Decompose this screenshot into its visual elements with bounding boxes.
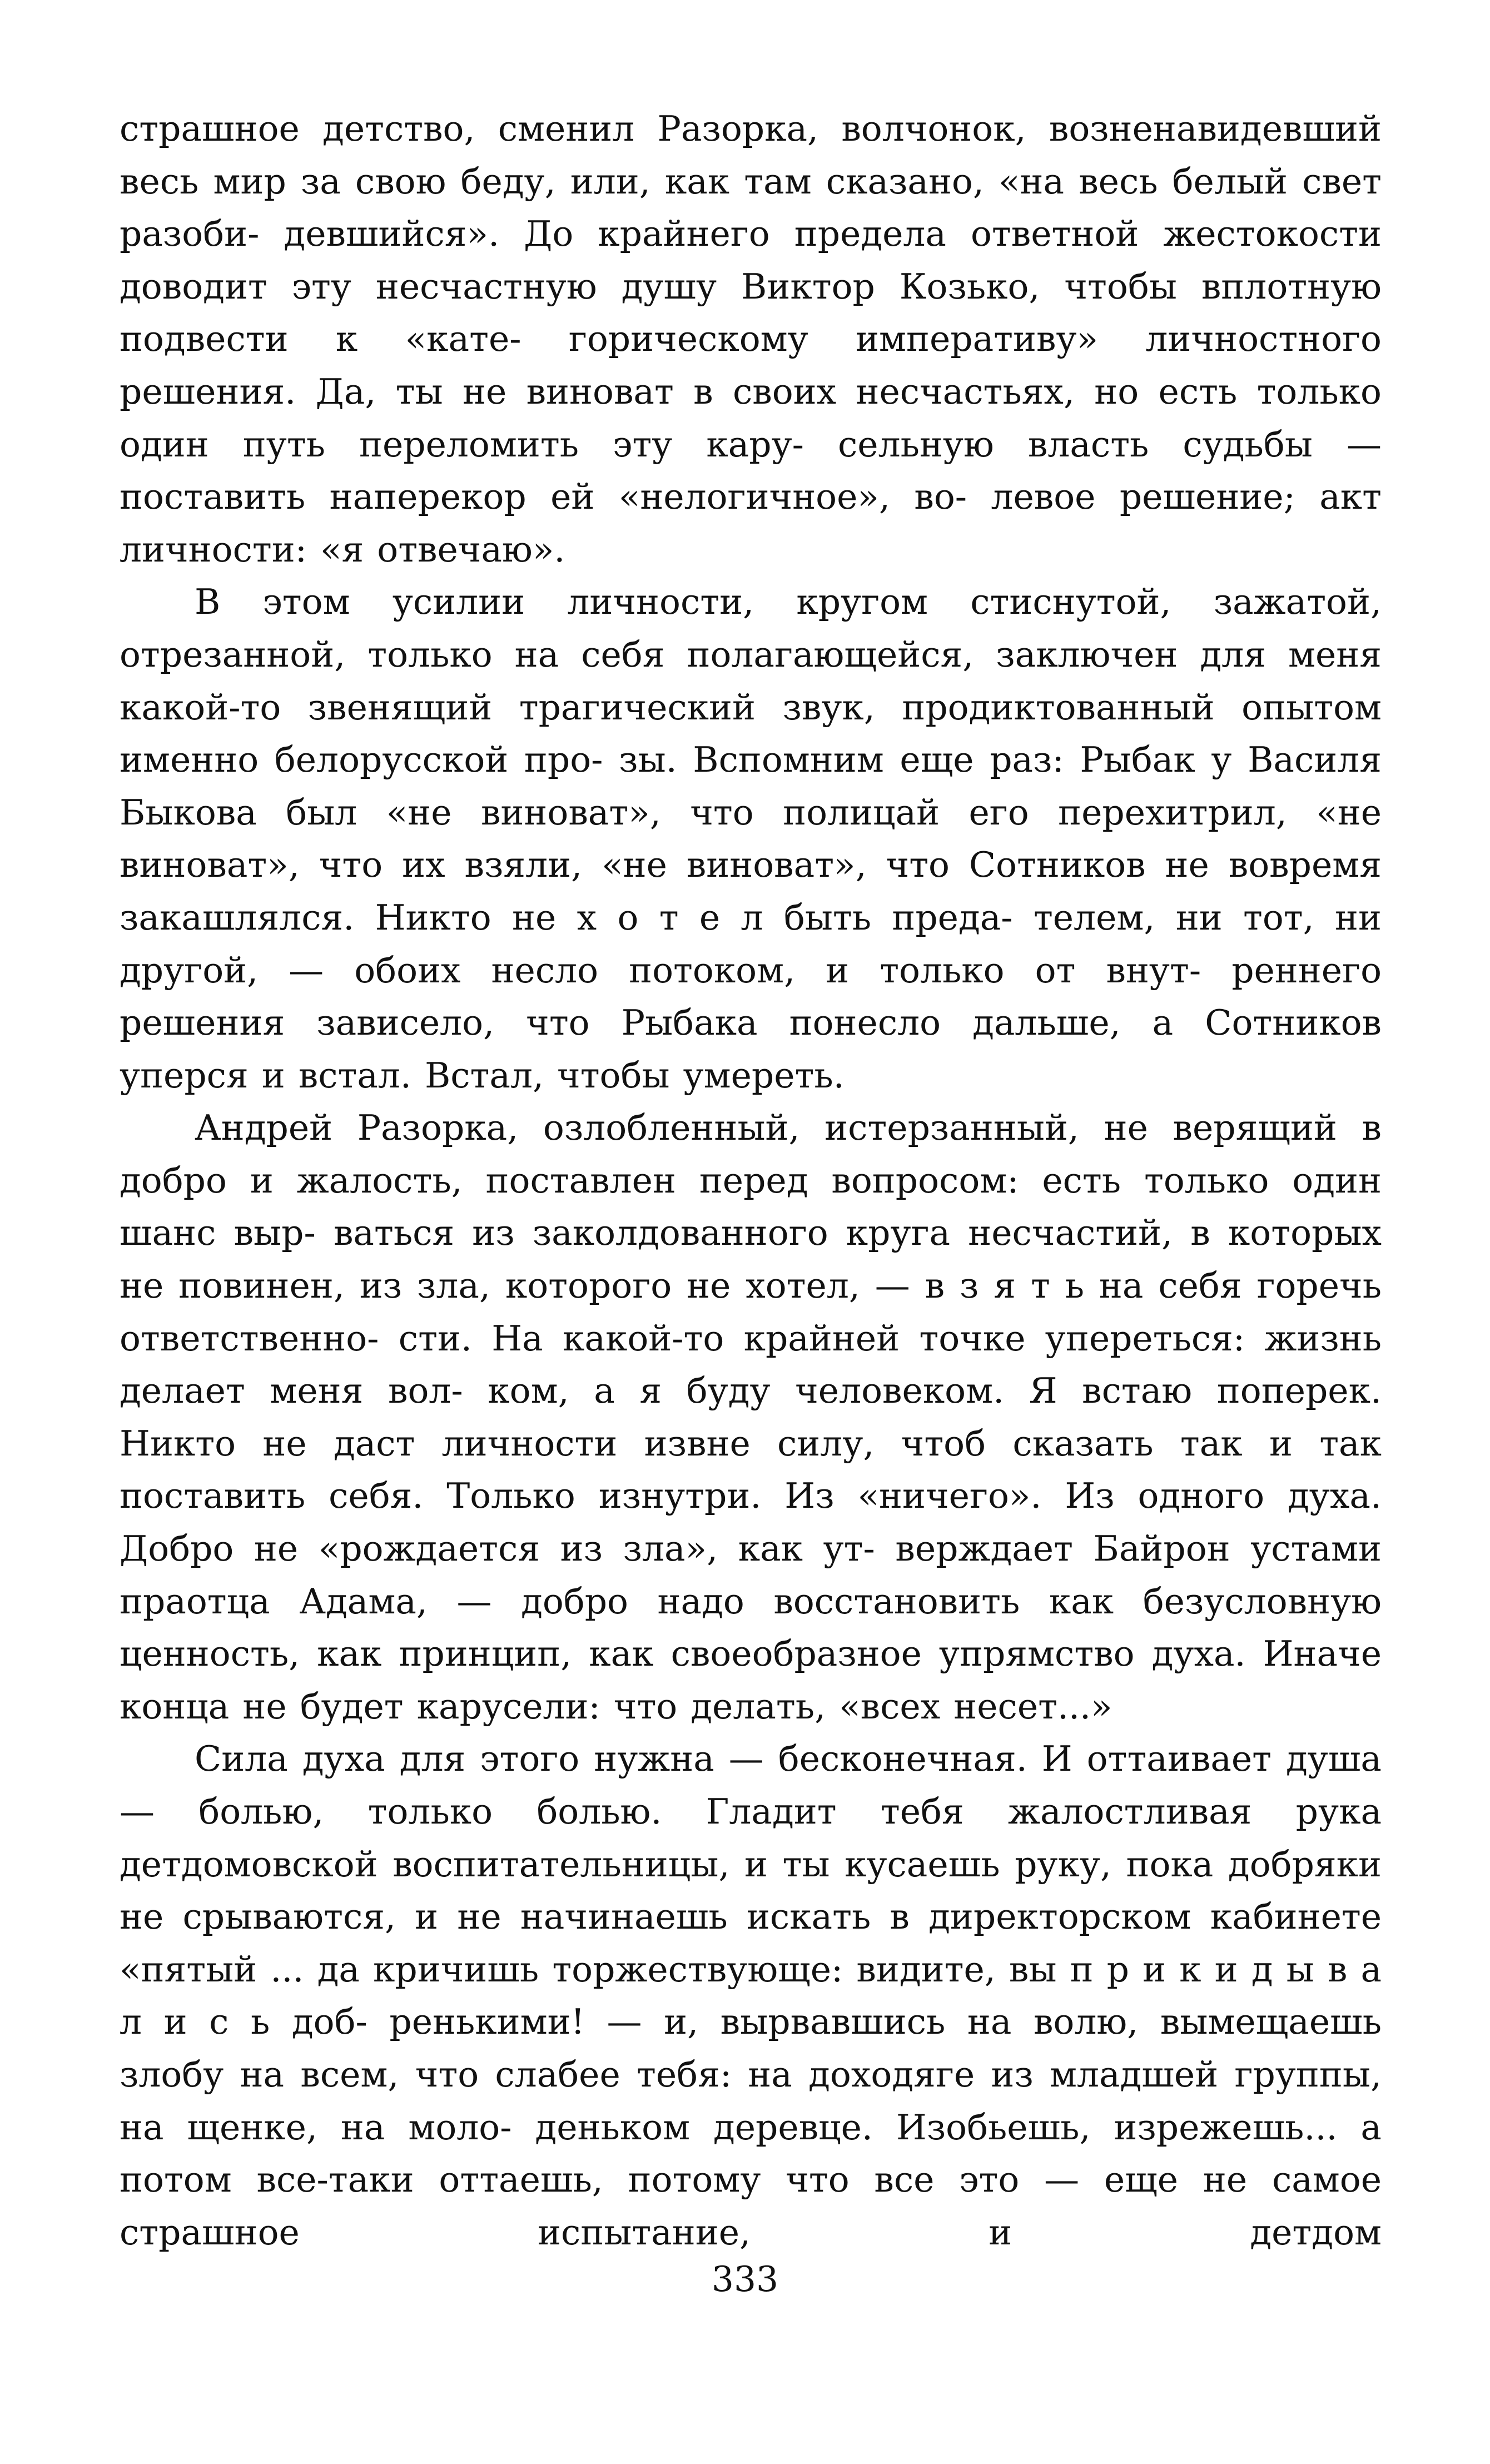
text-line: телем, ни тот, ни другой, — обоих несло потоком, и только от внут- (120, 897, 1382, 991)
text-line: девшийся». До крайнего предела ответной жестокости доводит эту (120, 213, 1382, 307)
text-line: болью, только болью. Гладит тебя жалостливая рука детдомовской (120, 1791, 1382, 1885)
text-line: Сила духа для этого нужна — бесконечная. И оттаивает душа— (120, 1738, 1382, 1832)
text-line: ренькими! — и, вырвавшись на волю, вымещаешь злобу на всем, что (120, 2001, 1382, 2095)
text-line: из зла, которого не хотел, — в з я т ь на себя горечь ответственно- (120, 1265, 1382, 1359)
text-line: как безусловную ценность, как принцип, как своеобразное упрямство (120, 1581, 1382, 1675)
text-line: мир за свою беду, или, как там сказано, «на весь белый свет разоби- (120, 161, 1382, 255)
text-line: Сотников не вовремя закашлялся. Никто не х о т е л быть преда- (120, 844, 1382, 938)
paragraph-2 (120, 576, 1382, 1102)
text-line: левое решение; акт личности: «я отвечаю». (120, 476, 1382, 570)
text-line: своих несчастьях, но есть только один путь переломить эту кару- (120, 371, 1382, 465)
text-line: горическому императиву» личностного решения. Да, ты не виноват в (120, 319, 1382, 412)
text-line: уперся и встал. Встал, чтобы умереть. (120, 1055, 845, 1096)
text-line: ком, а я буду человеком. Я встаю поперек. Никто не даст личности (120, 1370, 1382, 1464)
text-line: только на себя полагающейся, заключен для меня какой-то звенящий (120, 634, 1382, 728)
text-line: деньком деревце. Изобьешь, изрежешь... а потом все-таки оттаешь, (120, 2107, 1382, 2200)
text-line: Из «ничего». Из одного духа. Добро не «рождается из зла», как ут- (120, 1476, 1382, 1569)
paragraph-1 (120, 103, 1382, 576)
text-line: духа. Иначе конца не будет карусели: что делать, «всех несет...» (120, 1633, 1382, 1727)
text-line: несчастную душу Виктор Козько, чтобы вплотную подвести к «кате- (120, 266, 1382, 360)
text-line: воспитательницы, и ты кусаешь руку, пока добряки не срываются, и (120, 1844, 1382, 1938)
text-line: трагический звук, продиктованный опытом именно белорусской про- (120, 687, 1382, 781)
paragraph-3 (120, 1102, 1382, 1733)
text-line: полицай его перехитрил, «не виноват», что их взяли, «не виноват», что (120, 792, 1382, 886)
text-line: потому что все это — еще не самое страшное испытание, и детдом (120, 2159, 1382, 2253)
text-line: и жалость, поставлен перед вопросом: есть только один шанс выр- (120, 1160, 1382, 1254)
page-number: 333 (711, 2259, 779, 2299)
text-line: Андрей Разорка, озлобленный, истерзанный, не верящий в добро (120, 1107, 1382, 1201)
text-line: зы. Вспомним еще раз: Рыбак у Василя Быкова был «не виноват», что (120, 739, 1382, 833)
text-line: сти. На какой-то крайней точке упереться: жизнь делает меня вол- (120, 1318, 1382, 1412)
text-line: ваться из заколдованного круга несчастий, в которых не повинен, (120, 1213, 1382, 1306)
paragraph-4 (120, 1733, 1382, 2259)
text-line: сельную власть судьбы — поставить наперекор ей «нелогичное», во- (120, 424, 1382, 518)
text-line: страшное детство, сменил Разорка, волчонок, возненавидевший весь (120, 108, 1382, 202)
text-line: В этом усилии личности, кругом стиснутой, зажатой, отрезанной, (120, 582, 1382, 675)
text-line: слабее тебя: на доходяге из младшей группы, на щенке, на моло- (120, 2054, 1382, 2148)
text-line: извне силу, чтоб сказать так и так поставить себя. Только изнутри. (120, 1423, 1382, 1517)
text-line: да кричишь торжествующе: видите, вы п р и к и д ы в а л и с ь доб- (120, 1949, 1382, 2043)
text-line: реннего решения зависело, что Рыбака понесло дальше, а Сотников (120, 950, 1382, 1044)
text-line: не начинаешь искать в директорском кабинете «пятый ... (120, 1896, 1382, 1990)
text-line: верждает Байрон устами праотца Адама, — добро надо восстановить (120, 1528, 1382, 1622)
text-body (120, 103, 1382, 2259)
